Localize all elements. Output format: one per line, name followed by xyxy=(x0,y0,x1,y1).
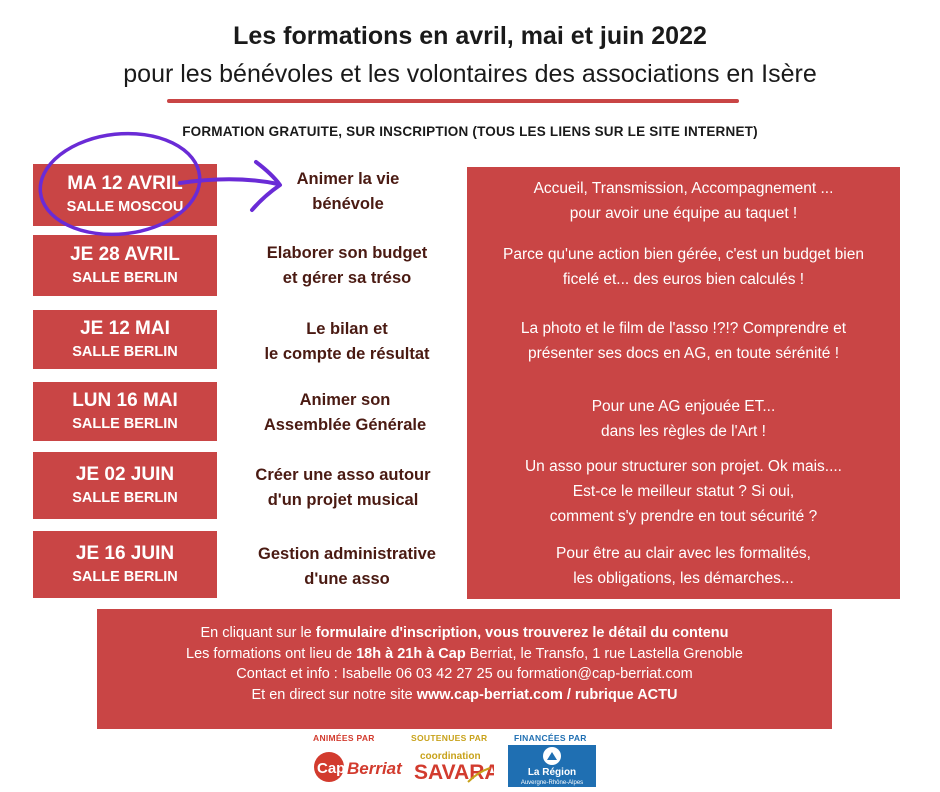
session-room: SALLE BERLIN xyxy=(72,415,178,432)
svg-text:SAVARA: SAVARA xyxy=(414,761,494,784)
session-room: SALLE BERLIN xyxy=(72,489,178,506)
financees-par-label: FINANCÉES PAR xyxy=(514,733,587,743)
info-line-form: En cliquant sur le formulaire d'inscription, vous trouverez le détail du contenu xyxy=(200,625,729,641)
session-date: JE 02 JUIN xyxy=(75,463,175,485)
date-box-3 xyxy=(33,310,217,369)
date-box-5 xyxy=(33,452,217,519)
course-title-1: Animer la vie bénévole xyxy=(296,170,400,213)
course-title-2: Elaborer son budget et gérer sa tréso xyxy=(266,244,428,287)
page-title: Les formations en avril, mai et juin 2022 xyxy=(233,22,707,50)
description-4: Pour une AG enjouée ET... dans les règles de l'Art ! xyxy=(591,398,776,440)
svg-text:Cap: Cap xyxy=(317,760,346,777)
soutenues-par-label: SOUTENUES PAR xyxy=(411,733,488,743)
svg-text:coordination: coordination xyxy=(420,751,481,762)
session-date: JE 12 MAI xyxy=(80,317,170,339)
description-5: Un asso pour structurer son projet. Ok mais.... Est-ce le meilleur statut ? Si oui, comment s'y prendre en tout sécurité ? xyxy=(524,458,842,525)
session-date: MA 12 AVRIL xyxy=(67,173,183,194)
description-1: Accueil, Transmission, Accompagnement ... pour avoir une équipe au taquet ! xyxy=(533,180,834,222)
course-title-3: Le bilan et le compte de résultat xyxy=(264,320,430,363)
course-title-6: Gestion administrative d'une asso xyxy=(258,545,436,588)
session-room: SALLE MOSCOU xyxy=(66,199,184,215)
session-room: SALLE BERLIN xyxy=(72,343,178,360)
info-line-website: Et en direct sur notre site www.cap-berriat.com / rubrique ACTU xyxy=(251,686,678,703)
cap-berriat-logo xyxy=(313,750,405,784)
page-subtitle: pour les bénévoles et les volontaires des associations en Isère xyxy=(123,60,817,88)
date-box-4 xyxy=(33,382,217,441)
animees-par-label: ANIMÉES PAR xyxy=(313,733,375,743)
date-box-6 xyxy=(33,531,217,598)
description-6: Pour être au clair avec les formalités, les obligations, les démarches... xyxy=(556,545,811,587)
svg-text:Auvergne-Rhône-Alpes: Auvergne-Rhône-Alpes xyxy=(520,780,584,786)
savara-logo xyxy=(412,748,494,786)
la-region-logo xyxy=(508,745,596,787)
svg-text:Berriat: Berriat xyxy=(347,759,402,778)
session-date: JE 16 JUIN xyxy=(75,542,175,564)
date-box-2 xyxy=(33,235,217,296)
session-date: LUN 16 MAI xyxy=(72,389,178,411)
description-3: La photo et le film de l'asso !?!? Comprendre et présenter ses docs en AG, en toute sérénité ! xyxy=(520,320,847,362)
info-panel xyxy=(97,609,832,729)
registration-form-link[interactable]: formulaire d'inscription, vous trouverez le détail du contenu xyxy=(315,625,729,641)
registration-notice: FORMATION GRATUITE, SUR INSCRIPTION (TOUS LES LIENS SUR LE SITE INTERNET) xyxy=(182,124,758,139)
course-title-5: Créer une asso autour d'un projet musical xyxy=(255,466,431,509)
description-2: Parce qu'une action bien gérée, c'est un budget bien ficelé et... des euros bien calculés ! xyxy=(503,246,864,288)
info-line-contact: Contact et info : Isabelle 06 03 42 27 25 ou formation@cap-berriat.com xyxy=(236,666,693,682)
session-date: JE 28 AVRIL xyxy=(70,243,180,265)
session-room: SALLE BERLIN xyxy=(72,269,178,286)
title-divider xyxy=(167,99,739,103)
info-line-schedule: Les formations ont lieu de 18h à 21h à Cap Berriat, le Transfo, 1 rue Lastella Grenoble xyxy=(186,645,743,662)
session-room: SALLE BERLIN xyxy=(72,568,178,585)
description-panel xyxy=(467,167,900,599)
website-link[interactable]: www.cap-berriat.com / rubrique ACTU xyxy=(416,686,678,703)
svg-text:La Région: La Région xyxy=(527,767,577,778)
course-title-4: Animer son Assemblée Générale xyxy=(263,391,427,434)
